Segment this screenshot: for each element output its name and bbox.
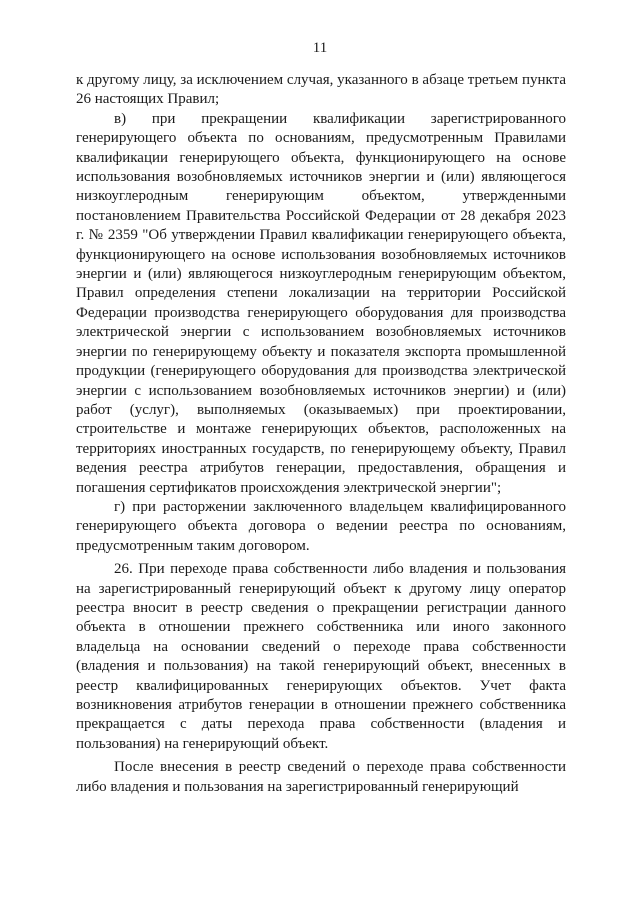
paragraph-item-v: в) при прекращении квалификации зарегистрированного генерирующего объекта по основаниям, предусмотренным Правилами квалификации генерирующего объекта, функционирующего на основе использования возобновляемых источников энергии и (или) являющегося низкоуглеродным генерирующим объектом, утвержденными постановлением Правительства Российской Федерации от 28 декабря 2023 г. № 2359 "Об утверждении Правил квалификации генерирующего объекта, функционирующего на основе использования возобновляемых источников энергии и (или) являющегося низкоуглеродным генерирующим объектом, Правил определения степени локализации на территории Российской Федерации производства генерирующего оборудования для производства электрической энергии с использованием возобновляемых источников энергии по генерирующему объекту и показателя экспорта промышленной продукции (генерирующего оборудования для производства электрической энергии с использованием возобновляемых источников энергии) и (или) работ (услуг), выполняемых (оказываемых) при проектировании, строительстве и монтаже генерирующих объектов, расположенных на территориях иностранных государств, по генерирующему объекту, Правил ведения реестра атрибутов генерации, предоставления, обращения и погашения сертификатов происхождения электрической энергии";: [76, 110, 566, 496]
page-number: 11: [312, 40, 328, 56]
paragraph-item-g: г) при расторжении заключенного владельцем квалифицированного генерирующего объекта договора о ведении реестра по основаниям, предусмотренным таким договором.: [76, 498, 566, 554]
document-body: [76, 71, 566, 797]
paragraph-continuation: к другому лицу, за исключением случая, указанного в абзаце третьем пункта 26 настоящих Правил;: [76, 72, 566, 108]
paragraph-after-registration: После внесения в реестр сведений о переходе права собственности либо владения и пользования на зарегистрированный генерирующий: [76, 759, 566, 795]
paragraph-clause-26: 26. При переходе права собственности либо владения и пользования на зарегистрированный генерирующий объект к другому лицу оператор реестра вносит в реестр сведения о прекращении регистрации данного объекта в отношении прежнего собственника или иного законного владельца на основании сведений о переходе права собственности (владения и пользования) на такой генерирующий объект, внесенных в реестр квалифицированных генерирующих объектов. Учет факта возникновения атрибутов генерации в отношении прежнего собственника прекращается с даты перехода права собственности (владения и пользования) на генерирующий объект.: [76, 561, 566, 752]
